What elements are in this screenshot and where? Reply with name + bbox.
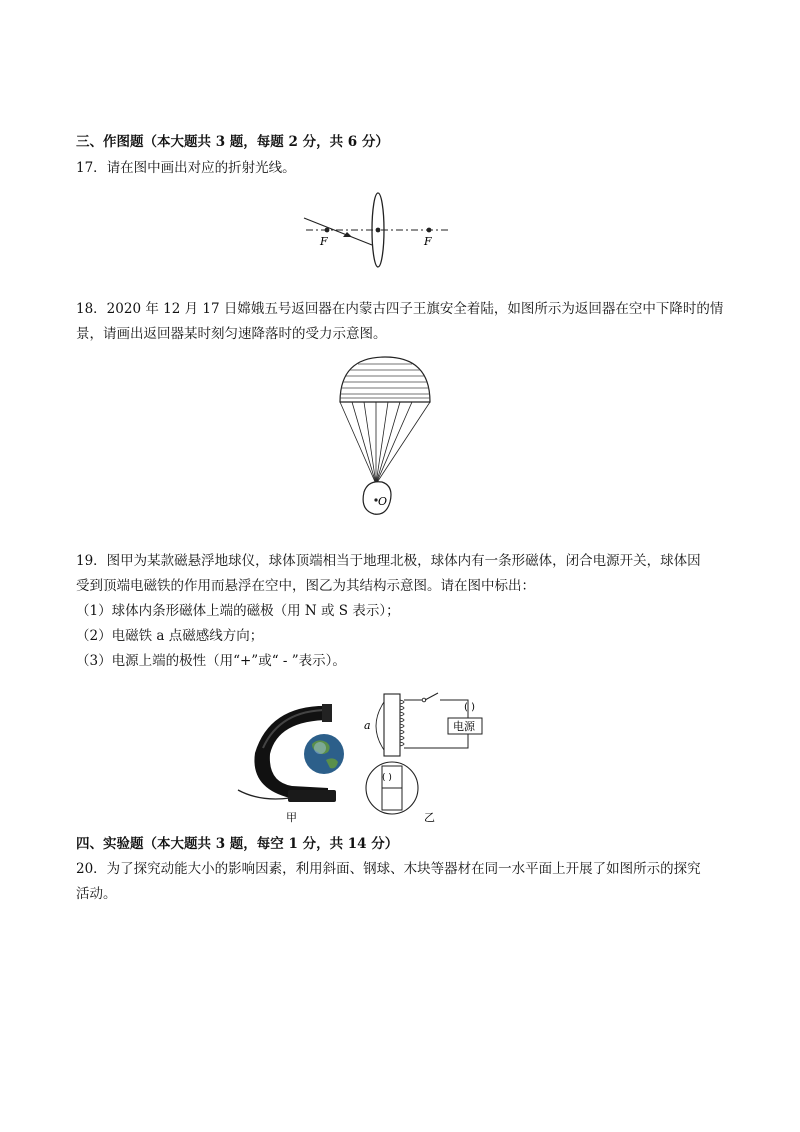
- magnetic-field-arc: [376, 702, 384, 750]
- figure-label-jia: 甲: [286, 811, 297, 824]
- question-17-text: 17．请在图中画出对应的折射光线。: [76, 160, 296, 176]
- stand-base: [288, 790, 336, 802]
- optical-center: [376, 228, 381, 233]
- electromagnet-core: [384, 694, 400, 756]
- incident-ray: [304, 218, 372, 245]
- parachute-figure: [330, 352, 440, 522]
- switch-lever: [425, 693, 438, 700]
- question-19-item3: （3）电源上端的极性（用“+”或“ - ”表示）。: [76, 653, 346, 669]
- question-20-line2: 活动。: [76, 886, 117, 902]
- top-electromagnet: [322, 704, 332, 722]
- magnet-pole-bracket: ( ): [382, 773, 392, 783]
- suspension-lines: [340, 402, 430, 484]
- globe-sphere: [304, 734, 344, 774]
- power-supply-label: 电源: [453, 720, 475, 733]
- figure-label-yi: 乙: [424, 811, 435, 824]
- question-20-line1: 20．为了探究动能大小的影响因素，利用斜面、钢球、木块等器材在同一水平面上开展了如图所示的探究: [76, 861, 701, 877]
- question-19-line1: 19．图甲为某款磁悬浮地球仪，球体顶端相当于地理北极，球体内有一条形磁体，闭合电源开关，球体因: [76, 553, 701, 569]
- focus-label-right: F: [424, 235, 432, 248]
- focus-point-right: [427, 228, 432, 233]
- focus-point-left: [325, 228, 330, 233]
- circuit-wire-bottom: [404, 734, 468, 748]
- maglev-globe-photo: [230, 698, 360, 823]
- lens-figure: [300, 190, 460, 270]
- section-heading-4: 四、实验题（本大题共 3 题，每空 1 分，共 14 分）: [76, 836, 399, 852]
- point-o-label: O: [378, 495, 388, 508]
- power-polarity-bracket: ( ): [464, 702, 475, 713]
- section-heading-3: 三、作图题（本大题共 3 题，每题 2 分，共 6 分）: [76, 134, 389, 150]
- question-18-line2: 景，请画出返回器某时刻匀速降落时的受力示意图。: [76, 326, 387, 342]
- question-19-line2: 受到顶端电磁铁的作用而悬浮在空中，图乙为其结构示意图。请在图中标出：: [76, 578, 535, 594]
- point-a-label: a: [364, 719, 371, 732]
- structure-diagram: [362, 690, 512, 825]
- question-19-item2: （2）电磁铁 a 点磁感线方向；: [76, 628, 264, 644]
- question-18-line1: 18．2020 年 12 月 17 日嫦娥五号返回器在内蒙古四子王旗安全着陆，如图所示为返回器在空中下降时的情: [76, 301, 724, 317]
- coil-windings: [400, 700, 404, 746]
- focus-label-left: F: [320, 235, 328, 248]
- question-19-item1: （1）球体内条形磁体上端的磁极（用 N 或 S 表示）；: [76, 603, 400, 619]
